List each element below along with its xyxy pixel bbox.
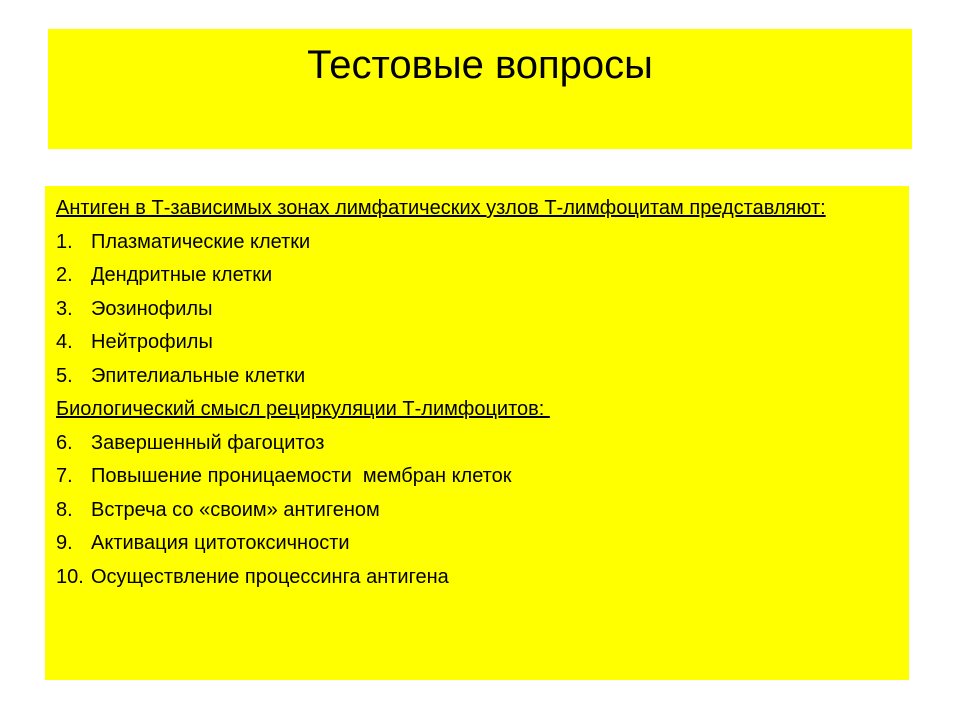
- title-box: [48, 29, 912, 149]
- answer-option: [56, 498, 896, 522]
- option-text: Завершенный фагоцитоз: [91, 431, 325, 454]
- option-text: Плазматические клетки: [91, 230, 311, 253]
- option-number: 8.: [56, 498, 73, 521]
- answer-option: [56, 263, 896, 287]
- option-text: Повышение проницаемости мембран клеток: [91, 465, 512, 487]
- answer-option: [56, 531, 896, 555]
- option-text: Осуществление процессинга антигена: [91, 565, 449, 588]
- option-number: 3.: [56, 297, 73, 320]
- option-number: 4.: [56, 331, 73, 353]
- answer-option: [56, 230, 896, 254]
- content-box: [45, 186, 909, 680]
- option-text: Активация цитотоксичности: [91, 532, 350, 554]
- option-number: 1.: [56, 230, 73, 253]
- question-2: Биологический смысл рециркуляции Т-лимфоцитов:: [56, 398, 550, 420]
- option-number: 6.: [56, 431, 73, 454]
- option-number: 10.: [56, 565, 84, 588]
- option-text: Эозинофилы: [91, 297, 213, 320]
- option-text: Встреча со «своим» антигеном: [91, 498, 380, 521]
- option-text: Нейтрофилы: [91, 331, 213, 353]
- answer-option: [56, 464, 896, 488]
- option-number: 2.: [56, 264, 73, 286]
- answer-option: [56, 565, 896, 589]
- option-number: 5.: [56, 364, 73, 387]
- option-text: Дендритные клетки: [91, 264, 273, 286]
- question-1: Антиген в Т-зависимых зонах лимфатических узлов Т-лимфоцитам представляют:: [56, 197, 826, 219]
- slide-title: Тестовые вопросы: [307, 43, 653, 87]
- option-number: 9.: [56, 532, 73, 554]
- answer-option: [56, 330, 896, 354]
- option-number: 7.: [56, 465, 73, 487]
- questions-list: [56, 196, 896, 598]
- answer-option: [56, 297, 896, 321]
- option-text: Эпителиальные клетки: [91, 364, 306, 387]
- answer-option: [56, 431, 896, 455]
- answer-option: [56, 364, 896, 388]
